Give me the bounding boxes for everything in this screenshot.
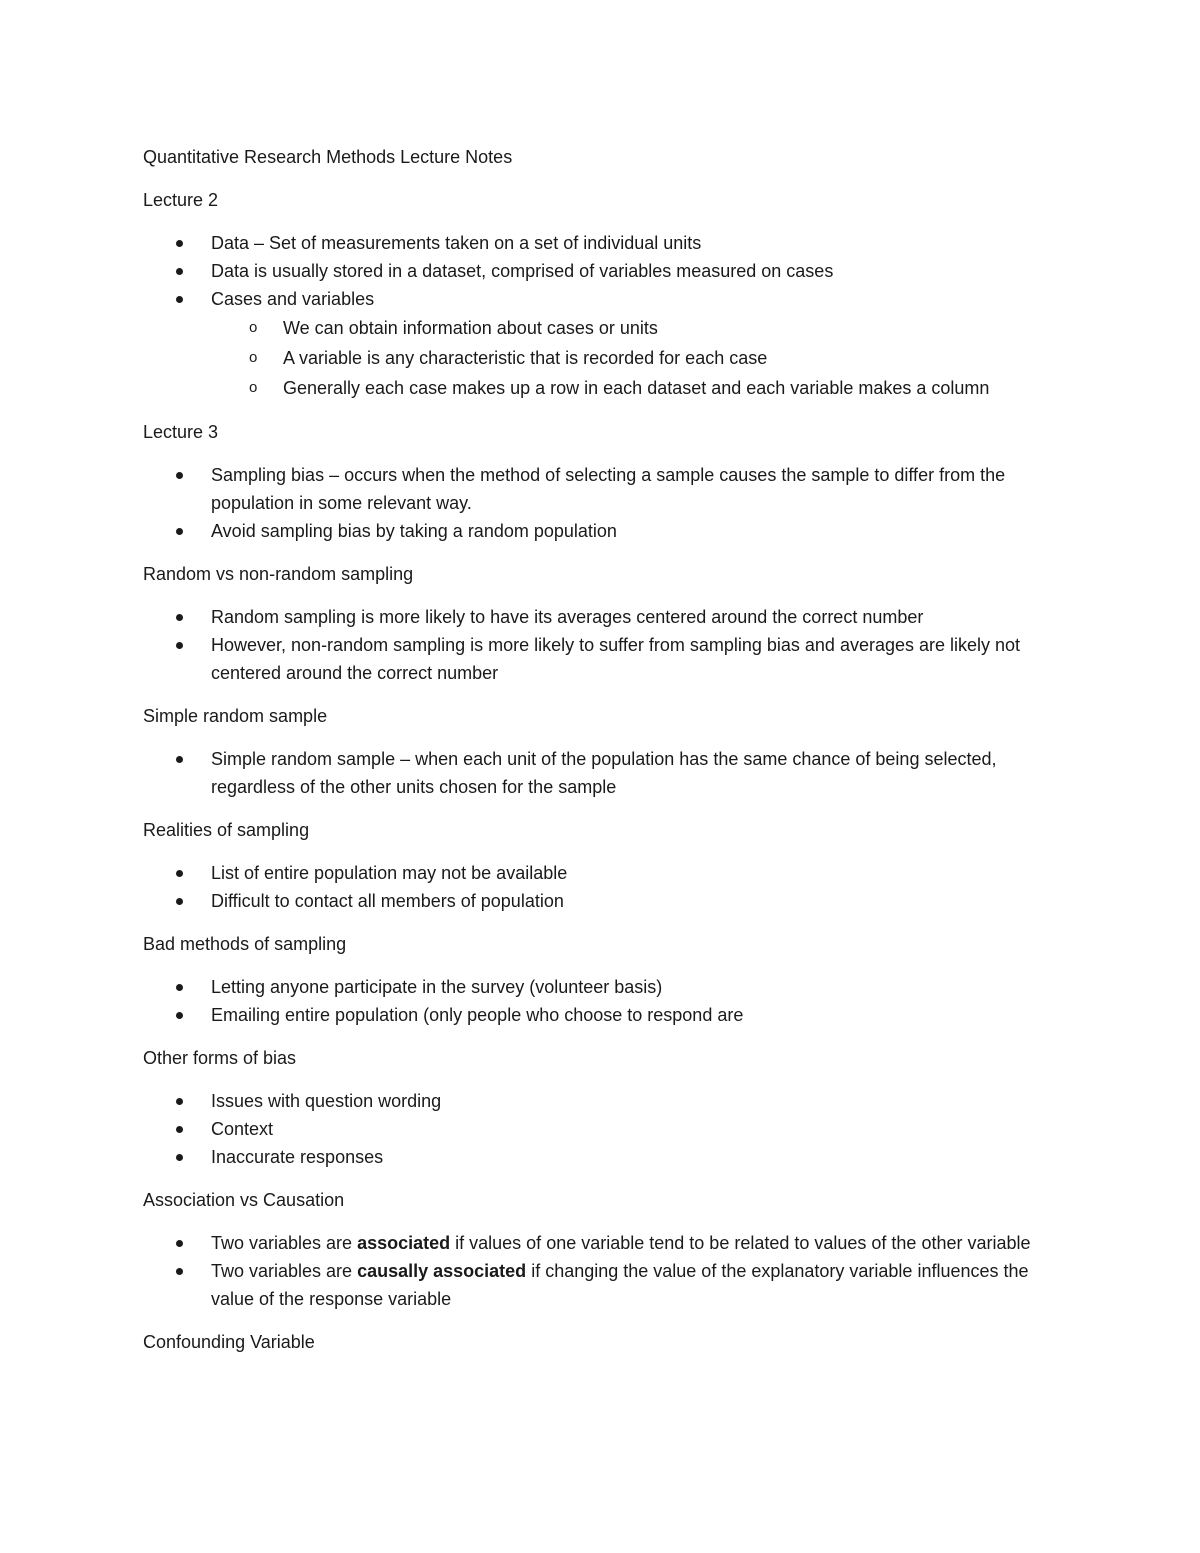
bullet-icon bbox=[176, 1098, 183, 1105]
section-heading-association-vs-causation: Association vs Causation bbox=[143, 1190, 345, 1210]
list-item bbox=[143, 1143, 1073, 1171]
section-heading-confounding-variable: Confounding Variable bbox=[143, 1332, 315, 1352]
sub-bullet-icon: o bbox=[249, 349, 258, 366]
sub-list-item-text: Generally each case makes up a row in each dataset and each variable makes a column bbox=[283, 378, 990, 398]
list-item-text bbox=[211, 1261, 1029, 1309]
section-heading-other-forms-of-bias: Other forms of bias bbox=[143, 1048, 297, 1068]
list-item bbox=[143, 1115, 1073, 1143]
sub-list-item bbox=[143, 313, 1073, 343]
list-item-text: Letting anyone participate in the survey (volunteer basis) bbox=[211, 977, 663, 997]
list-item bbox=[143, 887, 1073, 915]
bullet-list-random-vs-non-random bbox=[143, 603, 1073, 687]
bullet-icon bbox=[176, 984, 183, 991]
bullet-icon bbox=[176, 1012, 183, 1019]
list-item bbox=[143, 631, 1073, 687]
list-item bbox=[143, 1257, 1073, 1313]
list-item bbox=[143, 229, 1073, 257]
list-item-text: Data – Set of measurements taken on a set of individual units bbox=[211, 233, 702, 253]
bullet-icon bbox=[176, 472, 183, 479]
bullet-list-bad-methods bbox=[143, 973, 1073, 1029]
list-item bbox=[143, 1229, 1073, 1257]
list-item-text: Simple random sample – when each unit of the population has the same chance of being selected, regardless of the other units chosen for the sample bbox=[211, 749, 997, 797]
bullet-icon bbox=[176, 1154, 183, 1161]
document-page bbox=[143, 143, 1073, 1371]
bullet-icon bbox=[176, 528, 183, 535]
text-run: if values of one variable tend to be related to values of the other variable bbox=[450, 1233, 1031, 1253]
list-item-text: Avoid sampling bias by taking a random population bbox=[211, 521, 617, 541]
list-item bbox=[143, 603, 1073, 631]
sub-list-item-text: A variable is any characteristic that is recorded for each case bbox=[283, 348, 768, 368]
section-heading-lecture-3: Lecture 3 bbox=[143, 422, 219, 442]
sub-bullet-icon: o bbox=[249, 379, 258, 396]
list-item-text: Emailing entire population (only people who choose to respond are bbox=[211, 1005, 744, 1025]
list-item-text: Difficult to contact all members of population bbox=[211, 891, 564, 911]
bullet-icon bbox=[176, 898, 183, 905]
sub-list-item-text: We can obtain information about cases or units bbox=[283, 318, 658, 338]
list-item-text: Random sampling is more likely to have its averages centered around the correct number bbox=[211, 607, 924, 627]
section-heading-bad-methods: Bad methods of sampling bbox=[143, 934, 347, 954]
bullet-list-realities-of-sampling bbox=[143, 859, 1073, 915]
bullet-icon bbox=[176, 1268, 183, 1275]
list-item bbox=[143, 517, 1073, 545]
section-heading-realities-of-sampling: Realities of sampling bbox=[143, 820, 310, 840]
section-heading-simple-random-sample: Simple random sample bbox=[143, 706, 328, 726]
sub-list-item bbox=[143, 373, 1073, 403]
bullet-icon bbox=[176, 1126, 183, 1133]
list-item-text: List of entire population may not be available bbox=[211, 863, 568, 883]
bullet-list-other-forms-of-bias bbox=[143, 1087, 1073, 1171]
bullet-icon bbox=[176, 1240, 183, 1247]
bullet-icon bbox=[176, 268, 183, 275]
bullet-list-lecture-2 bbox=[143, 229, 1073, 403]
bullet-list-association-vs-causation bbox=[143, 1229, 1073, 1313]
bullet-icon bbox=[176, 614, 183, 621]
section-heading-lecture-2: Lecture 2 bbox=[143, 190, 219, 210]
sub-list-item bbox=[143, 343, 1073, 373]
list-item bbox=[143, 859, 1073, 887]
list-item bbox=[143, 973, 1073, 1001]
document-title: Quantitative Research Methods Lecture Notes bbox=[143, 147, 513, 167]
bold-term: associated bbox=[357, 1233, 451, 1253]
list-item-text: Issues with question wording bbox=[211, 1091, 442, 1111]
list-item bbox=[143, 285, 1073, 403]
bullet-icon bbox=[176, 240, 183, 247]
bullet-icon bbox=[176, 870, 183, 877]
text-run: Two variables are bbox=[211, 1261, 358, 1281]
sub-bullet-icon: o bbox=[249, 319, 258, 336]
text-run: if changing the value of the explanatory variable influences the value of the response variable bbox=[211, 1261, 1029, 1309]
list-item bbox=[143, 461, 1073, 517]
bullet-icon bbox=[176, 642, 183, 649]
list-item-text: Data is usually stored in a dataset, comprised of variables measured on cases bbox=[211, 261, 834, 281]
sub-bullet-list bbox=[211, 313, 1073, 403]
list-item bbox=[143, 1001, 1073, 1029]
bullet-icon bbox=[176, 296, 183, 303]
list-item bbox=[143, 257, 1073, 285]
list-item-text: Inaccurate responses bbox=[211, 1147, 384, 1167]
list-item bbox=[143, 745, 1073, 801]
section-heading-random-vs-non-random: Random vs non-random sampling bbox=[143, 564, 414, 584]
list-item bbox=[143, 1087, 1073, 1115]
bullet-list-lecture-3 bbox=[143, 461, 1073, 545]
bullet-list-simple-random-sample bbox=[143, 745, 1073, 801]
bold-term: causally associated bbox=[357, 1261, 527, 1281]
list-item-text: Sampling bias – occurs when the method of selecting a sample causes the sample to differ from the population in some relevant way. bbox=[211, 465, 1006, 513]
text-run: Two variables are bbox=[211, 1233, 358, 1253]
list-item-text: Cases and variables bbox=[211, 289, 375, 309]
list-item-text: However, non-random sampling is more likely to suffer from sampling bias and averages are likely not centered around the correct number bbox=[211, 635, 1021, 683]
list-item-text bbox=[211, 1233, 1031, 1253]
list-item-text: Context bbox=[211, 1119, 274, 1139]
bullet-icon bbox=[176, 756, 183, 763]
